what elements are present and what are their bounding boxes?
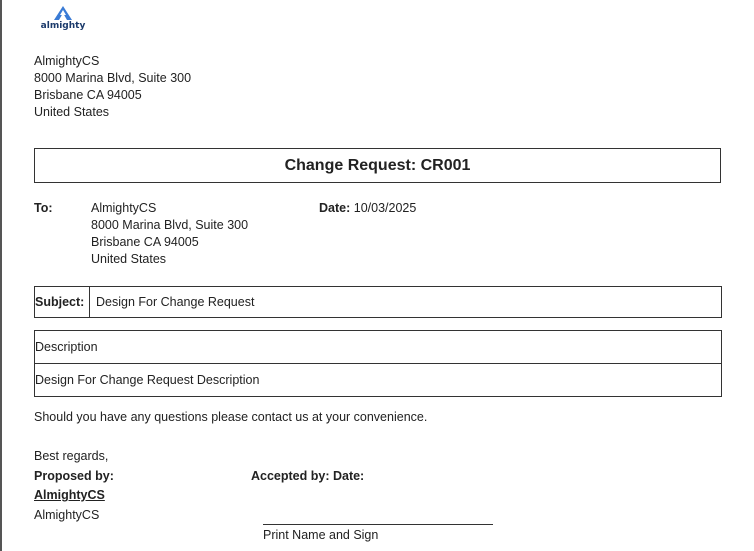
description-table (34, 330, 722, 397)
signature-line (263, 524, 493, 525)
recipient-line: Brisbane CA 94005 (91, 235, 199, 249)
recipient-line: United States (91, 252, 167, 266)
signature-caption: Print Name and Sign (263, 528, 379, 542)
subject-value: Design For Change Request (96, 295, 255, 309)
regards-text: Best regards, (34, 449, 109, 463)
description-value: Design For Change Request Description (35, 363, 721, 396)
sender-line: 8000 Marina Blvd, Suite 300 (34, 71, 192, 85)
subject-label: Subject: (35, 287, 90, 317)
proposer-name: AlmightyCS (34, 488, 105, 502)
date-field (319, 200, 416, 217)
description-header: Description (35, 340, 98, 354)
accepted-by-label: Accepted by: Date: (251, 469, 365, 483)
page-left-border (0, 0, 2, 551)
sender-line: Brisbane CA 94005 (34, 88, 142, 102)
document-title: Change Request: CR001 (34, 148, 721, 183)
to-label: To: (34, 201, 53, 215)
recipient-line: 8000 Marina Blvd, Suite 300 (91, 218, 249, 232)
proposed-by-label: Proposed by: (34, 469, 114, 483)
logo-text: almighty (40, 21, 86, 31)
date-label: Date: (319, 201, 351, 215)
contact-message: Should you have any questions please contact us at your convenience. (34, 410, 428, 424)
subject-table (34, 286, 722, 318)
sender-line: United States (34, 105, 110, 119)
date-value: 10/03/2025 (353, 201, 417, 215)
proposer-company: AlmightyCS (34, 508, 100, 522)
almighty-logo-icon (54, 6, 72, 20)
company-logo (38, 6, 88, 34)
sender-address (34, 53, 191, 121)
recipient-line: AlmightyCS (91, 201, 157, 215)
sender-line: AlmightyCS (34, 54, 100, 68)
recipient-address (91, 200, 248, 268)
